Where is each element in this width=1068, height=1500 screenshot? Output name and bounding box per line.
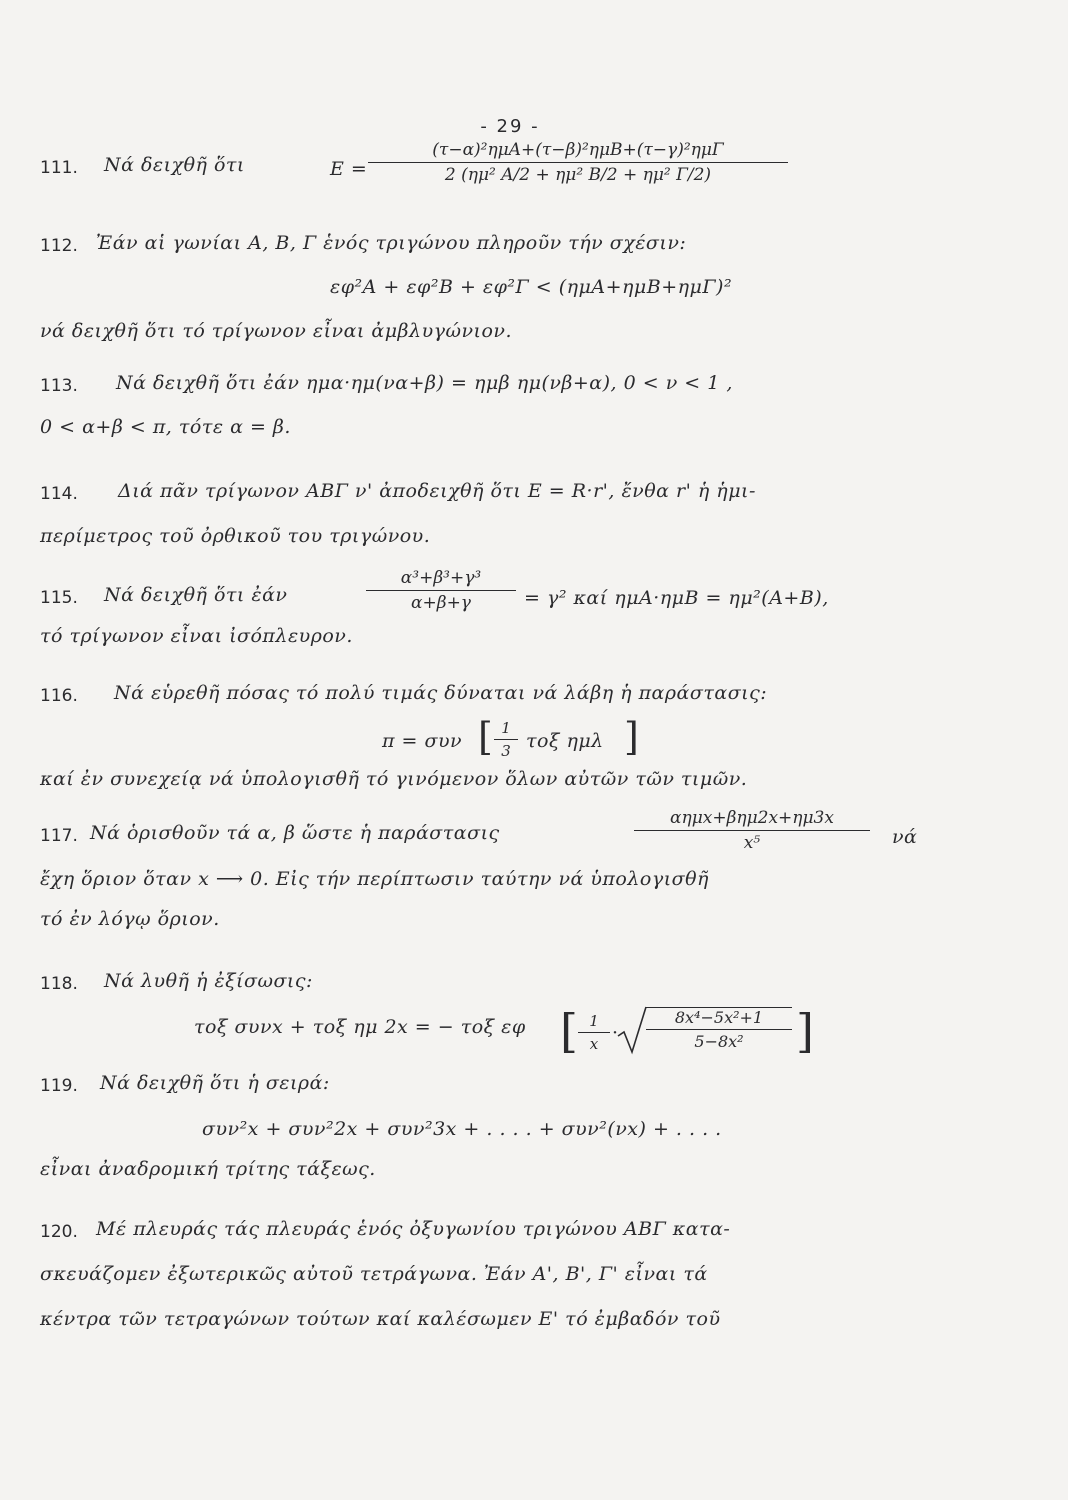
- problem-114-line2: περίμετρος τοῦ ὀρθικοῦ του τριγώνου.: [40, 525, 431, 547]
- problem-112-formula: εφ²A + εφ²B + εφ²Γ < (ημA+ημB+ημΓ)²: [330, 276, 733, 298]
- problem-117-frac-den: x⁵: [743, 833, 761, 853]
- problem-115-text-after: = γ² καί ημA·ημB = ημ²(A+B),: [524, 587, 829, 609]
- problem-117-text-before: Νά ὁρισθοῦν τά α, β ὥστε ἡ παράστασις: [90, 822, 500, 844]
- problem-116-line1: Νά εὑρεθῆ πόσας τό πολύ τιμάς δύναται νά λάβη ἡ παράστασις:: [114, 682, 768, 704]
- problem-116-frac-num: 1: [501, 719, 511, 737]
- problem-118-root-fraction: [646, 1007, 792, 1051]
- problem-118-frac-den: x: [589, 1035, 599, 1053]
- problem-120-line2: σκευάζομεν ἐξωτερικῶς αὐτοῦ τετράγωνα. Ἐάν A', B', Γ' εἶναι τά: [40, 1263, 708, 1285]
- problem-111-fraction: [368, 140, 788, 185]
- problem-115-frac-den: α+β+γ: [411, 593, 471, 613]
- problem-115-number: 115.: [40, 588, 78, 608]
- problem-118-bracket-open: [: [560, 1004, 578, 1058]
- problem-117-line2: ἔχη ὅριον ὅταν x ⟶ 0. Εἰς τήν περίπτωσιν ταύτην νά ὑπολογισθῆ: [40, 868, 709, 890]
- problem-116-bracket-close: ]: [624, 715, 639, 759]
- problem-118-root-den: 5−8x²: [694, 1032, 744, 1051]
- problem-117-number: 117.: [40, 826, 78, 846]
- problem-118-formula-left: τοξ συνx + τοξ ημ 2x = − τοξ εφ: [194, 1016, 526, 1038]
- problem-120-line1: Μέ πλευράς τάς πλευράς ἑνός ὀξυγωνίου τριγώνου ΑΒΓ κατα-: [96, 1218, 731, 1240]
- problem-115-frac-num: α³+β³+γ³: [400, 568, 482, 588]
- problem-111-number: 111.: [40, 158, 78, 178]
- problem-116-formula-left: π = συν: [382, 730, 463, 752]
- problem-118-bracket-close: ]: [796, 1004, 814, 1058]
- problem-116-fraction: [494, 719, 518, 760]
- problem-119-number: 119.: [40, 1076, 78, 1096]
- problem-116-formula-right: τοξ ημλ: [526, 730, 604, 752]
- problem-117-frac-num: αημx+βημ2x+ημ3x: [670, 808, 834, 828]
- problem-117-text-after: νά: [892, 826, 918, 848]
- problem-119-line1: Νά δειχθῆ ὅτι ἡ σειρά:: [100, 1072, 330, 1094]
- problem-116-line2: καί ἐν συνεχείᾳ νά ὑπολογισθῆ τό γινόμενον ὅλων αὐτῶν τῶν τιμῶν.: [40, 768, 748, 790]
- problem-114-line1: Διά πᾶν τρίγωνον ΑΒΓ ν' ἀποδειχθῆ ὅτι E = R·r', ἔνθα r' ἡ ἡμι-: [118, 480, 756, 502]
- problem-118-radical-sign: [618, 1006, 648, 1054]
- problem-114-number: 114.: [40, 484, 78, 504]
- problem-111-text: Νά δειχθῆ ὅτι: [104, 154, 245, 176]
- problem-118-number: 118.: [40, 974, 78, 994]
- problem-111-numerator: (τ−α)²ημA+(τ−β)²ημB+(τ−γ)²ημΓ: [432, 140, 724, 160]
- problem-117-fraction: [634, 808, 870, 853]
- problem-116-number: 116.: [40, 686, 78, 706]
- problem-111-lhs: E =: [330, 158, 368, 180]
- problem-116-frac-den: 3: [501, 742, 511, 760]
- problem-119-formula: συν²x + συν²2x + συν²3x + . . . . + συν²(νx) + . . . .: [202, 1118, 722, 1140]
- problem-112-line2: νά δειχθῆ ὅτι τό τρίγωνον εἶναι ἀμβλυγώνιον.: [40, 320, 513, 342]
- problem-120-number: 120.: [40, 1222, 78, 1242]
- problem-113-line2: 0 < α+β < π, τότε α = β.: [40, 416, 291, 438]
- problem-115-line2: τό τρίγωνον εἶναι ἰσόπλευρον.: [40, 625, 353, 647]
- problem-118-root-num: 8x⁴−5x²+1: [646, 1007, 792, 1029]
- problem-113-number: 113.: [40, 376, 78, 396]
- problem-112-line1: Ἐάν αἱ γωνίαι A, B, Γ ἑνός τριγώνου πληροῦν τήν σχέσιν:: [96, 232, 687, 254]
- problem-112-number: 112.: [40, 236, 78, 256]
- problem-115-fraction: [366, 568, 516, 613]
- problem-118-line1: Νά λυθῆ ἡ ἐξίσωσις:: [104, 970, 313, 992]
- problem-119-line2: εἶναι ἀναδρομική τρίτης τάξεως.: [40, 1158, 376, 1180]
- problem-117-line3: τό ἐν λόγῳ ὅριον.: [40, 908, 220, 930]
- problem-111-denominator: 2 (ημ² A/2 + ημ² B/2 + ημ² Γ/2): [444, 165, 712, 185]
- problem-120-line3: κέντρα τῶν τετραγώνων τούτων καί καλέσωμεν E' τό ἐμβαδόν τοῦ: [40, 1308, 721, 1330]
- problem-115-text-before: Νά δειχθῆ ὅτι ἐάν: [104, 584, 288, 606]
- problem-118-frac-num: 1: [589, 1012, 599, 1030]
- problem-113-line1: Νά δειχθῆ ὅτι ἐάν ημα·ημ(να+β) = ημβ ημ(νβ+α), 0 < ν < 1 ,: [116, 372, 733, 394]
- problem-118-fraction: [578, 1012, 610, 1053]
- page-number: - 29 -: [480, 116, 540, 137]
- problem-116-bracket-open: [: [478, 715, 493, 759]
- document-page: - 29 - 111. Νά δειχθῆ ὅτι E = (τ−α)²ημA+(τ−β)²ημB+(τ−γ)²ημΓ 2 (ημ² A/2 + ημ² B/2 + ημ² Γ/2) 112. Ἐάν αἱ γωνίαι A, B, Γ ἑνός τριγώνου πληροῦν τήν σχέσιν: εφ²A + εφ²B + εφ²Γ < (ημA+ημB+ημΓ)² νά δειχθῆ ὅτι τό τρίγωνον εἶναι ἀμβλυγώνιον. 113. Νά δειχθῆ ὅτι ἐάν ημα·ημ(να+β) = ημβ ημ(νβ+α), 0 < ν < 1 , 0 < α+β < π, τότε α = β. 114. Διά πᾶν τρίγωνον ΑΒΓ ν' ἀποδειχθῆ ὅτι E = R·r', ἔνθα r' ἡ ἡμι- περίμετρος τοῦ ὀρθικοῦ του τριγώνου. 115. Νά δειχθῆ ὅτι ἐάν α³+β³+γ³ α+β+γ = γ² καί ημA·ημB = ημ²(A+B), τό τρίγωνον εἶναι ἰσόπλευρον. 116. Νά εὑρεθῆ πόσας τό πολύ τιμάς δύναται νά λάβη ἡ παράστασις: π = συν [ 1 3 τοξ ημλ ] καί ἐν συνεχείᾳ νά ὑπολογισθῆ τό γινόμενον ὅλων αὐτῶν τῶν τιμῶν. 117. Νά ὁρισθοῦν τά α, β ὥστε ἡ παράστασις αημx+βημ2x+ημ3x x⁵ νά ἔχη ὅριον ὅταν x ⟶ 0. Εἰς τήν περίπτωσιν ταύτην νά ὑπολογισθῆ τό ἐν λόγῳ ὅριον. 118. Νά λυθῆ ἡ ἐξίσωσις: τοξ συνx + τοξ ημ 2x = − τοξ εφ [ 1 x · 8x⁴−5x²+1 5−8x² ] 119. Νά δειχθῆ ὅτι ἡ σειρά: συν²x + συν²2x + συν²3x + . . . . + συν²(νx) + . . . . εἶναι ἀναδρομική τρίτης τάξεως. 120. Μέ πλευράς τάς πλευράς ἑνός ὀξυγωνίου τριγώνου ΑΒΓ κατα- σκευάζομεν ἐξωτερικῶς αὐτοῦ τετράγωνα. Ἐάν A', B', Γ' εἶναι τά κέντρα τῶν τετραγώνων τούτων καί καλέσωμεν E' τό ἐμβαδόν τοῦ: [40, 116, 918, 1330]
